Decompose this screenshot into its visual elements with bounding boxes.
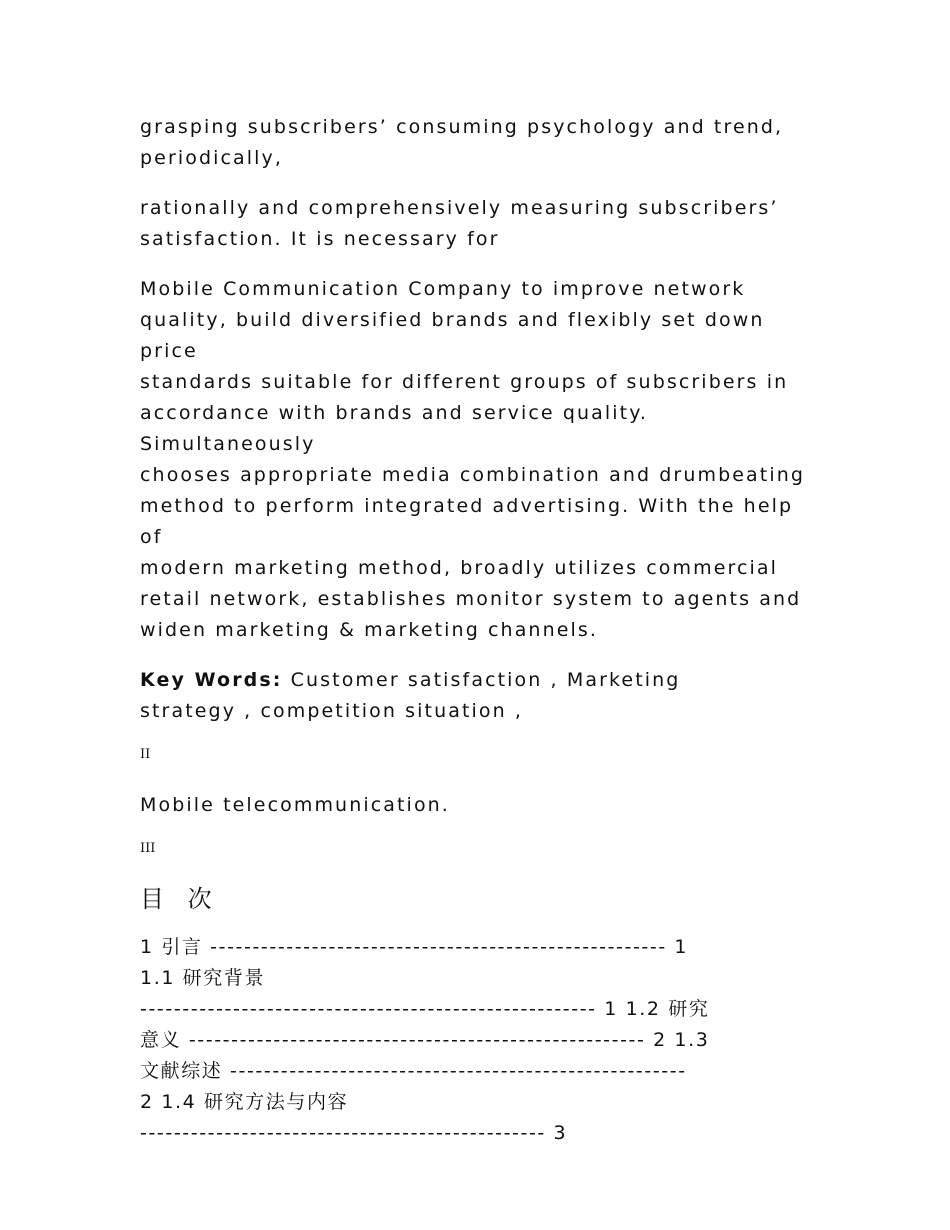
text-line: strategy , competition situation , [140, 700, 524, 722]
toc-line: ------------------------------------------------ 3 [140, 1122, 568, 1144]
keywords-continuation: Mobile telecommunication. [140, 794, 450, 816]
toc-title: 目 次 [140, 885, 220, 913]
keywords-paragraph [140, 665, 820, 727]
text-line: method to perform integrated advertising. With the help of [140, 495, 794, 548]
text-line: modern marketing method, broadly utilizes commercial [140, 557, 779, 579]
toc-line: ------------------------------------------------------ 1 1.2 研究 [140, 998, 710, 1020]
page-number: II [140, 747, 151, 762]
keywords-line [140, 665, 820, 696]
toc-line: 文献综述 ------------------------------------------------------ [140, 1060, 687, 1082]
text-line: standards suitable for different groups of subscribers in [140, 371, 789, 393]
text-line: accordance with brands and service quality. Simultaneously [140, 402, 648, 455]
text-line: chooses appropriate media combination and drumbeating [140, 464, 806, 486]
keywords-text: Customer satisfaction , Marketing [282, 669, 681, 691]
keywords-label: Key Words: [140, 669, 283, 691]
toc-line: 意义 ------------------------------------------------------ 2 1.3 [140, 1029, 710, 1051]
text-line: Mobile Communication Company to improve network [140, 278, 746, 300]
abstract-paragraph-3 [140, 274, 820, 646]
text-line: grasping subscribers’ consuming psychology and trend, [140, 116, 784, 138]
text-line: widen marketing & marketing channels. [140, 619, 599, 641]
text-line: quality, build diversified brands and flexibly set down price [140, 309, 765, 362]
abstract-paragraph-2 [140, 193, 820, 255]
table-of-contents [140, 932, 820, 1149]
text-line: retail network, establishes monitor system to agents and [140, 588, 802, 610]
text-line: rationally and comprehensively measuring subscribers’ [140, 197, 779, 219]
text-line: periodically, [140, 147, 284, 169]
page-number: III [140, 841, 156, 856]
toc-line: 1.1 研究背景 [140, 967, 266, 989]
toc-line: 2 1.4 研究方法与内容 [140, 1091, 349, 1113]
toc-line: 1 引言 ------------------------------------------------------ 1 [140, 936, 689, 958]
abstract-paragraph-1 [140, 112, 820, 174]
text-line: satisfaction. It is necessary for [140, 228, 500, 250]
document-page [140, 112, 820, 1149]
